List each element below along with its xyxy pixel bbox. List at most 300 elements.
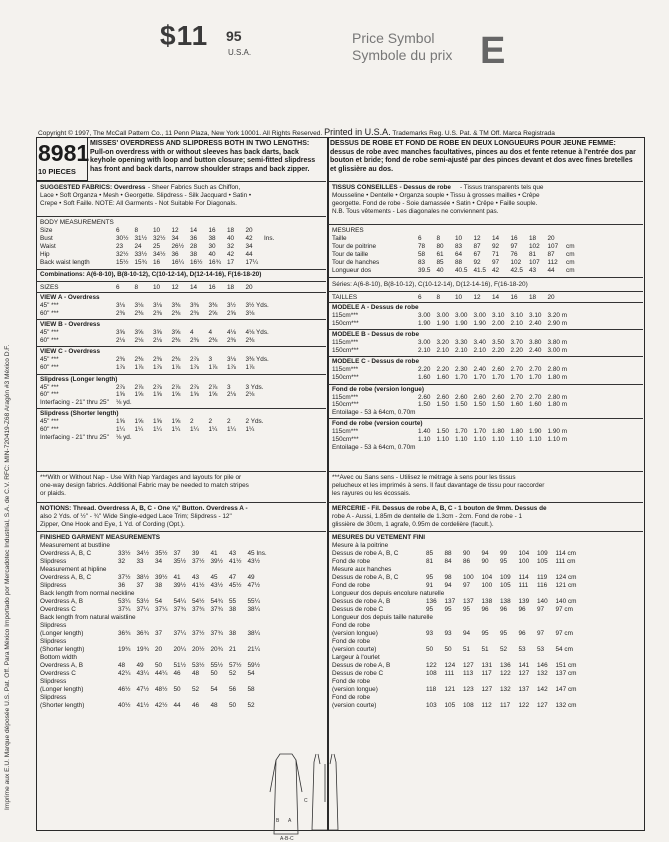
finished-row-fr-cell: 109 <box>537 550 548 557</box>
finished-row-fr-cell: 91 <box>426 582 434 589</box>
yardage-row-fr-cell: 3.70 <box>510 339 523 347</box>
finished-row-en-label: Back length from natural waistline <box>40 614 136 621</box>
yardage-row-en-cell: 2⅜ <box>227 336 236 344</box>
yardage-row-en-cell: 1¼ <box>153 426 162 433</box>
size-header-en: 18 <box>227 284 235 291</box>
yardage-row-en-cell: 3⅛ <box>153 302 162 309</box>
finished-row-en-cell: 33½ <box>118 550 131 557</box>
yardage-row-fr-cell: 3.00 m <box>547 346 568 354</box>
finished-row-en-cell: 37 <box>155 630 163 637</box>
finished-row-fr-cell: 50 <box>426 646 434 653</box>
notions-line-en: NOTIONS: Thread. Overdress A, B, C - One ⅝" Button. Overdress A - <box>40 505 248 512</box>
yardage-row-fr-cell: 2.20 <box>436 366 449 374</box>
finished-row-fr-cell: 105 <box>537 558 548 565</box>
yardage-row-fr-cell: 1.80 <box>510 428 523 436</box>
finished-row-fr-cell: 100 <box>518 558 530 565</box>
body-row-fr-cell: 97 <box>510 243 518 250</box>
nap-line-fr: pelucheux et les imprimés à sens. Il faut davantage de tissu pour raccorder <box>332 482 545 489</box>
body-row-fr-cell: 67 <box>473 251 481 258</box>
yardage-row-en-cell: 2⅜ <box>134 356 144 364</box>
body-row-en-cell: 38 <box>190 251 198 258</box>
finished-row-en-cell: 21¼ <box>247 646 260 653</box>
finished-row-fr-cell: 95 <box>426 606 434 613</box>
yardage-row-fr-cell: 1.60 <box>436 374 449 381</box>
finished-row-en-cell: 20½ <box>192 646 205 653</box>
body-row-en-cell: 28 <box>190 243 198 250</box>
finished-row-en-cell: 20¾ <box>210 646 223 653</box>
yardage-row-fr-cell: 3.80 <box>529 339 542 347</box>
finished-row-en-label: Overdress A, B, C <box>40 574 92 581</box>
yardage-row-fr-label: Entoilage - 53 à 64cm, 0.70m <box>332 408 416 416</box>
body-row-fr-cell: 18 <box>529 235 537 242</box>
yardage-row-fr-cell: 3.10 <box>529 312 542 319</box>
yardage-row-fr-label: 115cm*** <box>332 312 359 319</box>
yardage-row-fr-cell: 1.60 <box>529 401 542 409</box>
yardage-row-en-cell: 1⅞ <box>171 364 181 371</box>
yardage-row-fr-cell: 2.40 <box>529 346 542 354</box>
size-header-en: SIZES <box>40 284 59 291</box>
drawing-label-abc: A-B-C <box>280 836 294 840</box>
body-row-en-cell: 16 <box>208 227 216 234</box>
body-row-en-cell: 33½ <box>134 251 147 258</box>
yardage-row-fr-cell: 1.70 <box>455 428 468 436</box>
size-header-fr: 12 <box>473 294 481 301</box>
finished-row-en-cell: 38¼ <box>247 630 260 637</box>
drawing-label-b: B <box>276 818 280 824</box>
yardage-row-fr-cell: 3.00 <box>455 312 468 319</box>
yardage-row-en-cell: 1¼ <box>134 426 144 433</box>
finished-row-en-cell: 35½ <box>173 558 186 565</box>
finished-row-en-cell: 45½ <box>229 582 242 589</box>
view-heading-en: VIEW A - Overdress <box>40 294 100 301</box>
body-row-en-cell: 17 <box>227 259 235 266</box>
finished-row-en-cell: 43 <box>229 550 237 557</box>
finished-row-en-label: Measurement at bustline <box>40 542 110 549</box>
yardage-row-fr-cell: 1.50 <box>492 401 505 409</box>
yardage-row-en-cell: 3⅝ <box>116 329 125 337</box>
yardage-row-fr-cell: 1.70 <box>529 374 542 381</box>
yardage-row-en-cell: 3 Yds. <box>245 383 264 391</box>
finished-row-en-cell: 48½ <box>155 686 168 693</box>
finished-row-en-label: (Shorter length) <box>40 702 85 709</box>
view-heading-fr: MODELE A - Dessus de robe <box>332 304 419 311</box>
nap-line-en: ***With or Without Nap - Use With Nap Yardages and layouts for pile or <box>40 474 242 481</box>
yardage-row-fr-cell: 2.10 <box>473 346 486 354</box>
finished-row-fr-label: Dessus de robe A, B <box>332 598 391 605</box>
body-row-en-cell: 30½ <box>116 235 129 242</box>
view-heading-fr: Fond de robe (version courte) <box>332 420 423 428</box>
yardage-row-en-cell: 1⅞ <box>227 364 236 371</box>
divider-combinations-fr <box>328 277 643 278</box>
yardage-row-en-cell: 2 <box>190 418 194 426</box>
finished-row-en-cell: 49 <box>247 574 255 581</box>
divider-nap-fr <box>328 471 643 472</box>
finished-row-en-cell: 52 <box>247 702 255 709</box>
yardage-row-fr-cell: 2.80 m <box>547 393 568 401</box>
body-row-en-cell: 42 <box>245 235 253 242</box>
finished-row-en-cell: 39½ <box>210 558 223 565</box>
body-row-fr-cell: 40.5 <box>455 267 468 274</box>
finished-row-en-cell: 50 <box>229 702 237 709</box>
yardage-row-en-cell: 1⅝ <box>116 391 125 399</box>
finished-row-fr-label: (version longue) <box>332 630 378 637</box>
finished-row-fr-cell: 117 <box>481 670 492 677</box>
finished-row-fr-cell: 108 <box>463 702 474 709</box>
finished-row-en-cell: 19¾ <box>136 646 149 653</box>
body-row-fr-cell: 14 <box>492 235 500 242</box>
finished-row-fr-cell: 96 <box>500 606 508 613</box>
body-row-en-label: Size <box>40 227 53 234</box>
finished-row-fr-cell: 127 <box>463 662 474 669</box>
yardage-row-fr-cell: 3.00 <box>436 312 449 319</box>
body-row-fr-cell: 83 <box>418 259 426 266</box>
yardage-row-fr-label: 115cm*** <box>332 393 359 401</box>
yardage-row-fr-cell: 2.30 <box>455 366 468 374</box>
yardage-row-fr-label: 150cm*** <box>332 319 359 327</box>
size-header-fr: 16 <box>510 294 518 301</box>
body-row-en-cell: 20 <box>245 227 253 234</box>
yardage-row-fr-cell: 1.50 <box>436 401 449 409</box>
yardage-row-fr-cell: 1.60 <box>418 374 431 381</box>
view-heading-en: Slipdress (Shorter length) <box>40 410 119 418</box>
size-header-fr: TAILLES <box>332 294 358 301</box>
finished-row-fr-cell: 147 cm <box>555 686 577 693</box>
side-legal-text <box>4 250 18 810</box>
view-heading-fr: MODELE C - Dessus de robe <box>332 358 420 366</box>
finished-row-en-cell: 46½ <box>118 686 131 693</box>
yardage-row-fr-cell: 2.00 <box>492 319 505 327</box>
finished-row-en-cell: 47½ <box>136 686 149 693</box>
yardage-row-en-cell: 2⅜ <box>171 336 181 344</box>
finished-row-fr-cell: 121 <box>444 686 456 693</box>
notions-line-fr: MERCERIE - Fil. Dessus de robe A, B, C - 1 bouton de 9mm. Dessus de <box>332 505 547 512</box>
body-row-en-label: Hip <box>40 251 50 258</box>
yardage-row-en-cell: 2⅛ <box>153 336 162 344</box>
body-row-fr-label: Taille <box>332 235 347 242</box>
finished-row-fr-cell: 111 <box>444 670 455 677</box>
finished-row-en-cell: 43¼ <box>136 670 149 677</box>
finished-row-fr-cell: 111 <box>518 582 529 589</box>
yardage-row-fr-cell: 3.00 <box>418 339 431 347</box>
finished-row-en-label: Slipdress <box>40 694 67 701</box>
finished-row-fr-cell: 53 <box>518 646 526 653</box>
finished-row-en-cell: 55 <box>229 598 237 605</box>
yardage-row-en-cell: 3⅜ <box>190 302 199 309</box>
body-row-fr-cell: 10 <box>455 235 463 242</box>
finished-row-fr-cell: 90 <box>481 558 489 565</box>
yardage-row-fr-cell: 1.90 <box>529 428 542 436</box>
divider-combinations-en <box>36 269 326 270</box>
yardage-row-en-cell: 2⅜ <box>116 356 125 364</box>
finished-row-fr-label: Longueur dos depuis taille naturelle <box>332 614 433 621</box>
yardage-row-en-label: 60" *** <box>40 391 59 399</box>
finished-row-fr-cell: 94 <box>481 550 489 557</box>
pattern-number: 8981 <box>38 140 90 166</box>
finished-row-fr-cell: 116 <box>537 582 548 589</box>
finished-row-en-cell: 53¼ <box>118 598 131 605</box>
body-row-fr-cell: 20 <box>547 235 555 242</box>
finished-row-en-cell: 41½ <box>229 558 242 565</box>
yardage-row-en-cell: 2⅜ <box>153 309 162 317</box>
body-row-fr-cell: 16 <box>510 235 518 242</box>
body-row-en-cell: 36 <box>190 235 198 242</box>
yardage-row-fr-cell: 3.10 <box>510 312 523 319</box>
yardage-row-fr-cell: 1.90 m <box>547 428 568 436</box>
body-row-en-cell: 42 <box>227 251 235 258</box>
divider-view-en <box>36 319 326 320</box>
body-row-fr-cell: 42 <box>492 267 500 274</box>
finished-row-fr-cell: 112 <box>481 702 492 709</box>
yardage-row-en-cell: 4⅛ <box>227 329 236 337</box>
finished-row-en-cell: 48 <box>192 670 200 677</box>
combinations-en: Combinations: A(6-8-10), B(8-10-12), C(10-12-14), D(12-14-16), F(16-18-20) <box>40 271 262 278</box>
divider-view-en <box>36 374 326 375</box>
finished-row-en-cell: 54 <box>155 598 163 605</box>
finished-row-fr-cell: 97 <box>463 582 471 589</box>
yardage-row-fr-cell: 1.10 <box>473 436 486 443</box>
finished-row-en-label: Slipdress <box>40 558 67 565</box>
yardage-row-fr-cell: 2.10 <box>510 319 523 327</box>
body-row-en-cell: 12 <box>171 227 179 234</box>
finished-row-fr-cell: 113 <box>463 670 474 677</box>
finished-row-fr-label: Largeur à l'ourlet <box>332 654 380 661</box>
body-row-en-cell: 34 <box>245 243 253 250</box>
body-row-en-cell: 31½ <box>134 235 147 242</box>
body-row-en-cell: 14 <box>190 227 198 234</box>
finished-row-en-cell: 54½ <box>192 598 205 605</box>
yardage-row-fr-cell: 2.70 <box>529 393 542 401</box>
finished-row-fr-cell: 51 <box>481 646 489 653</box>
yardage-row-fr-cell: 1.70 <box>492 374 505 381</box>
yardage-row-en-label: 45" *** <box>40 418 59 426</box>
finished-row-fr-cell: 95 <box>444 606 452 613</box>
finished-row-en-cell: 48 <box>210 702 218 709</box>
yardage-row-en-cell: 1¼ <box>227 426 236 433</box>
finished-row-en-cell: 44 <box>173 702 181 709</box>
yardage-row-en-cell: 1⅞ <box>153 364 162 371</box>
description-fr: DESSUS DE ROBE ET FOND DE ROBE EN DEUX LONGUEURS POUR JEUNE FEMME: dessus de robe avec manches facultatives, pinces au dos et fente retenue à l'entrée dos par bouton et bride; fond de robe semi-ajusté par des pinces devant et dos avec fines bretelles et glissière au dos. <box>330 140 636 173</box>
yardage-row-fr-cell: 1.10 <box>418 436 431 443</box>
front-view-sleeve <box>270 760 302 792</box>
nap-line-fr: ***Avec ou Sans sens - Utilisez le métrage à sens pour les tissus <box>332 474 516 481</box>
size-header-fr: 18 <box>529 294 537 301</box>
finished-row-en-cell: 54 <box>210 686 218 693</box>
finished-row-fr-cell: 104 <box>481 574 493 581</box>
view-heading-en: VIEW C - Overdress <box>40 348 101 356</box>
finished-row-en-cell: 39 <box>192 550 200 557</box>
yardage-row-en-cell: 3⅛ <box>227 356 236 364</box>
size-header-en: 8 <box>134 284 139 291</box>
finished-row-fr-cell: 140 <box>537 598 548 605</box>
size-header-en: 20 <box>245 284 253 291</box>
size-header-en: 6 <box>116 284 120 291</box>
finished-row-fr-cell: 98 <box>444 574 452 581</box>
yardage-row-en-cell: 4 <box>208 329 213 337</box>
finished-row-fr-cell: 104 <box>518 550 530 557</box>
finished-row-en-cell: 38 <box>229 630 237 637</box>
divider-view-fr <box>328 302 643 303</box>
finished-row-fr-label: Fond de robe <box>332 558 371 565</box>
combinations-fr: Séries: A(6-8-10), B(8-10-12), C(10-12-14), D(12-14-16), F(16-18-20) <box>332 281 528 288</box>
yardage-row-fr-cell: 3.80 m <box>547 339 568 347</box>
yardage-row-fr-cell: 1.10 <box>492 436 505 443</box>
yardage-row-fr-cell: 1.70 <box>473 374 486 381</box>
finished-row-fr-cell: 123 <box>463 686 474 693</box>
yardage-row-en-cell: 3⅜ Yds. <box>245 356 269 364</box>
finished-row-fr-label: Dessus de robe A, B, C <box>332 574 399 581</box>
yardage-row-fr-cell: 1.70 <box>455 374 468 381</box>
yardage-row-en-cell: 3½ Yds. <box>245 302 269 309</box>
divider-view-fr <box>328 356 643 357</box>
body-row-fr-cell: 102 <box>510 259 522 266</box>
yardage-row-en-cell: 2⅞ <box>134 383 144 391</box>
yardage-row-fr-cell: 2.60 <box>418 393 431 401</box>
fabrics-heading-en: SUGGESTED FABRICS: Overdress <box>40 184 146 191</box>
finished-row-en-cell: 37¼ <box>173 630 186 637</box>
notions-line-en: also 2 Yds. of ½" - ¾" Wide Single-edged Lace Trim; Slipdress - 12" <box>40 513 232 520</box>
finished-row-fr-cell: 142 <box>537 686 548 693</box>
finished-row-en-label: Measurement at hipline <box>40 566 107 573</box>
finished-row-en-cell: 37½ <box>192 558 205 565</box>
body-row-fr-label: Tour de poitrine <box>332 243 377 250</box>
size-header-fr: 8 <box>436 294 441 301</box>
body-row-en-cell: 32½ <box>153 235 166 242</box>
yardage-row-fr-cell: 1.10 <box>529 436 542 443</box>
yardage-row-en-cell: 2⅛ <box>116 336 125 344</box>
body-row-fr-cell: cm <box>566 243 575 250</box>
yardage-row-fr-cell: 1.50 <box>455 401 468 409</box>
finished-row-fr-label: Longueur dos depuis encolure naturelle <box>332 590 445 597</box>
finished-row-fr-cell: 85 <box>426 550 434 557</box>
body-row-fr-cell: 102 <box>529 243 540 250</box>
finished-row-fr-cell: 136 <box>426 598 437 605</box>
yardage-row-en-cell: 2⅜ <box>134 309 144 317</box>
finished-row-en-cell: 49 <box>136 662 144 669</box>
finished-row-en-label: Slipdress <box>40 622 67 629</box>
body-row-en-cell: 40 <box>227 235 235 242</box>
yardage-row-en-cell: 1⅝ <box>134 418 144 426</box>
finished-row-fr-label: Fond de robe <box>332 582 371 589</box>
body-row-fr-cell: 12 <box>473 235 481 242</box>
yardage-row-en-cell: 3⅛ <box>245 309 255 317</box>
finished-row-en-cell: 46 <box>173 670 181 677</box>
view-heading-fr: MODELE B - Dessus de robe <box>332 331 420 339</box>
body-row-fr-cell: cm <box>566 267 575 274</box>
finished-row-fr-cell: 139 <box>518 598 530 605</box>
divider-notions-fr <box>328 502 643 503</box>
yardage-row-en-cell: 1⅝ <box>190 391 199 399</box>
finished-row-fr-cell: 100 <box>481 582 493 589</box>
finished-row-en-label: Bottom width <box>40 654 77 661</box>
finished-row-en-cell: 20 <box>155 646 163 653</box>
finished-row-en-cell: 39½ <box>173 582 186 589</box>
divider-sizes-fr <box>328 291 643 292</box>
yardage-row-en-cell: 2⅜ <box>245 336 255 344</box>
finished-row-fr-cell: 137 <box>444 598 456 605</box>
body-row-fr-cell: 107 <box>547 243 559 250</box>
finished-row-en-cell: 41 <box>173 574 181 581</box>
yardage-row-fr-cell: 1.10 <box>436 436 449 443</box>
finished-row-en-cell: 54¾ <box>210 598 223 605</box>
finished-row-fr-cell: 100 <box>463 574 474 581</box>
finished-row-fr-cell: 132 cm <box>555 702 577 709</box>
yardage-row-en-cell: 2⅞ <box>171 383 181 391</box>
finished-row-fr-cell: 117 <box>500 702 511 709</box>
price-symbol-label-fr: Symbole du prix <box>352 47 453 63</box>
finished-row-fr-cell: 131 <box>481 662 493 669</box>
yardage-row-fr-cell: 1.90 <box>418 319 431 327</box>
price-symbol-letter: E <box>480 30 506 72</box>
finished-row-fr-cell: 121 cm <box>555 582 577 589</box>
finished-row-en-cell: 59½ <box>247 662 260 669</box>
yardage-row-en-cell: 1⅝ <box>208 391 218 399</box>
finished-row-en-label: Overdress A, B <box>40 662 83 669</box>
yardage-row-en-cell: 3⅜ <box>208 302 218 309</box>
divider-fabrics-fr <box>328 181 643 182</box>
yardage-row-fr-cell: 1.50 <box>473 401 486 409</box>
body-row-fr-cell: 107 <box>529 259 540 266</box>
finished-row-en-label: Overdress C <box>40 606 76 613</box>
yardage-row-fr-cell: 3.00 <box>418 312 431 319</box>
finished-row-fr-cell: 136 <box>500 662 511 669</box>
yardage-row-en-cell: 3⅝ <box>153 329 162 337</box>
finished-row-en-cell: 38¼ <box>247 606 260 613</box>
yardage-row-fr-cell: 2.90 m <box>547 319 568 327</box>
finished-row-en-cell: 37¼ <box>136 606 149 613</box>
finished-row-fr-label: (version courte) <box>332 702 377 709</box>
finished-row-en-cell: 38 <box>229 606 237 613</box>
yardage-row-en-cell: 1⅞ <box>190 364 199 371</box>
finished-row-en-cell: 52 <box>229 670 237 677</box>
finished-row-en-label: (Longer length) <box>40 686 84 693</box>
fabrics-line-fr: N.B. Tous vêtements - Les diagonales ne conviennent pas. <box>332 208 499 215</box>
finished-row-en-cell: 37¼ <box>118 606 131 613</box>
yardage-row-en-label: 60" *** <box>40 364 59 371</box>
finished-row-en-cell: 50 <box>173 686 181 693</box>
finished-row-fr-cell: 53 <box>537 646 545 653</box>
finished-row-fr-cell: 94 <box>463 630 471 637</box>
yardage-row-fr-cell: 2.60 <box>492 393 505 401</box>
finished-row-fr-label: Mesure aux hanches <box>332 566 392 573</box>
body-row-fr-cell: 58 <box>418 251 426 258</box>
finished-row-fr-cell: 114 <box>518 574 529 581</box>
finished-row-fr-cell: 51 <box>463 646 471 653</box>
yardage-row-fr-cell: 2.40 <box>473 366 486 374</box>
finished-row-fr-cell: 118 <box>426 686 437 693</box>
price-symbol-label-en: Price Symbol <box>352 30 435 46</box>
finished-row-fr-cell: 119 <box>537 574 548 581</box>
divider-nap-en <box>36 471 326 472</box>
finished-row-fr-cell: 127 <box>518 670 530 677</box>
body-row-en-cell: 30 <box>208 243 216 250</box>
finished-row-fr-cell: 122 <box>426 662 437 669</box>
yardage-row-fr-label: 115cm*** <box>332 428 359 436</box>
divider-view-en <box>36 346 326 347</box>
finished-row-en-cell: 55¼ <box>247 598 260 605</box>
yardage-row-en-cell: 2⅜ <box>153 356 162 364</box>
finished-row-en-cell: 44¼ <box>155 670 168 677</box>
finished-row-en-cell: 57½ <box>229 662 242 669</box>
size-header-en: 16 <box>208 284 216 291</box>
finished-row-fr-cell: 52 <box>500 646 508 653</box>
finished-row-en-cell: 37¾ <box>210 606 223 613</box>
body-row-en-cell: 26½ <box>171 243 184 250</box>
finished-row-en-cell: 58 <box>247 686 255 693</box>
yardage-row-fr-cell: 1.60 <box>510 401 523 409</box>
body-row-en-cell: 8 <box>134 227 139 234</box>
yardage-row-en-cell: 2⅛ <box>227 391 236 399</box>
fabrics-line-fr: Mousseline • Dentelle • Organza souple • Tissu à grosses mailles • Crêpe <box>332 192 540 199</box>
